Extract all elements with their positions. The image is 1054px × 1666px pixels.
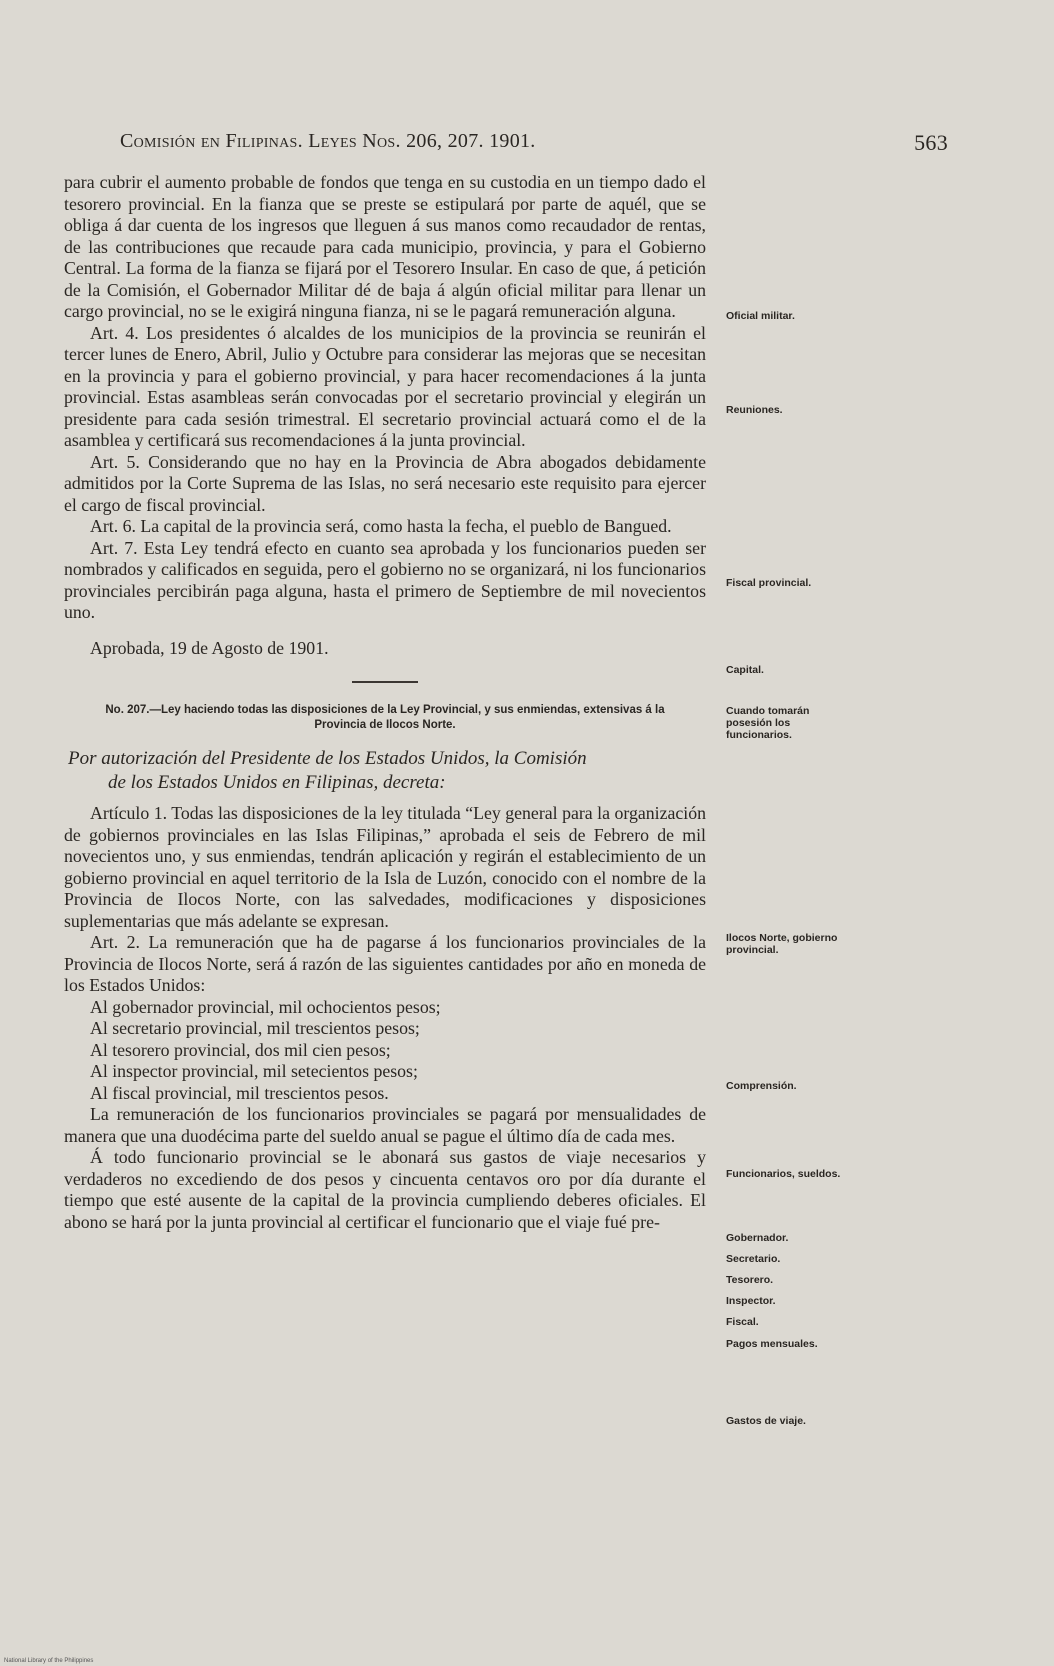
running-title: Comisión en Filipinas. Leyes Nos. 206, 207. 1901. [120, 130, 536, 152]
margin-note: Oficial militar. [726, 310, 795, 322]
list-item: Al gobernador provincial, mil ochocientos pesos; [90, 996, 441, 1017]
library-footer: National Library of the Philippines [4, 1658, 94, 1664]
list-item: Al inspector provincial, mil setecientos pesos; [90, 1061, 418, 1081]
margin-note: Funcionarios, sueldos. [726, 1168, 841, 1180]
list-item: Al tesorero provincial, dos mil cien pesos; [90, 1039, 391, 1060]
law-title: No. 207.—Ley haciendo todas las disposiciones de la Ley Provincial, y sus enmiendas, extensivas á la Provincia de Ilocos Norte. [105, 704, 665, 731]
margin-note: Fiscal. [726, 1316, 759, 1328]
monthly-payments: La remuneración de los funcionarios provinciales se pagará por mensualidades de manera que una duodécima parte del sueldo anual se pague el último día de cada mes. [64, 1104, 706, 1146]
preamble-line-1: Por autorización del Presidente de los Estados Unidos, la Comisión [68, 748, 587, 769]
article-5: Art. 5. Considerando que no hay en la Provincia de Abra abogados debidamente admitidos por la Corte Suprema de las Islas, no será necesario este requisito para ejercer el cargo de fiscal provincial. [64, 451, 706, 515]
article-4: Art. 4. Los presidentes ó alcaldes de los municipios de la provincia se reunirán el tercer lunes de Enero, Abril, Julio y Octubre para considerar las mejoras que se necesitan en la provincia y para el gobierno provincial, y para hacer recomendaciones á la junta provincial. Estas asambleas serán convocadas por el secretario provincial y elegirán un presidente para cada sesión trimestral. El secretario provincial actuará como el de la asamblea y certificará sus recomendaciones á la junta provincial. [64, 322, 706, 450]
preamble-line-2: de los Estados Unidos en Filipinas, decreta: [108, 772, 446, 793]
margin-note: Gastos de viaje. [726, 1415, 806, 1427]
paragraph-bond: para cubrir el aumento probable de fondos que tenga en su custodia en un tiempo dado el tesorero provincial. En la fianza que se preste se estipulará por parte de aquél, que se obliga á dar cuenta de los ingresos que lleguen á sus manos como recaudador de rentas, de las contribuciones que recaude para cada municipio, provincia, y para el Gobierno Central. La forma de la fianza se fijará por el Tesorero Insular. En caso de que, á petición de la Comisión, el Gobernador Militar dé de baja á algún oficial militar para llenar un cargo provincial, no se le exigirá ninguna fianza, ni se le pagará remuneración alguna. [64, 172, 706, 321]
travel-expenses: Á todo funcionario provincial se le abonará sus gastos de viaje necesarios y verdaderos no excediendo de dos pesos y cincuenta centavos oro por día durante el tiempo que esté ausente de la capital de la provincia cumpliendo deberes oficiales. El abono se hará por la junta provincial al certificar el funcionario que el viaje fué pre- [64, 1147, 706, 1232]
main-text [64, 172, 706, 1233]
margin-note: Inspector. [726, 1295, 776, 1307]
article-6: Art. 6. La capital de la provincia será, como hasta la fecha, el pueblo de Bangued. [90, 516, 672, 536]
article-7: Art. 7. Esta Ley tendrá efecto en cuanto sea aprobada y los funcionarios pueden ser nombrados y calificados en seguida, pero el gobierno no se organizará, ni los funcionarios provinciales percibirán paga alguna, hasta el primero de Septiembre de mil novecientos uno. [64, 537, 706, 622]
list-item: Al secretario provincial, mil trescientos pesos; [90, 1018, 420, 1038]
article-2: Art. 2. La remuneración que ha de pagarse á los funcionarios provinciales de la Provincia de Ilocos Norte, será á razón de las siguientes cantidades por año en moneda de los Estados Unidos: [64, 932, 706, 995]
margin-note: Secretario. [726, 1253, 781, 1265]
margin-note: Capital. [726, 664, 764, 676]
margin-note: Reuniones. [726, 404, 783, 416]
margin-note: Tesorero. [726, 1274, 774, 1286]
section-divider [352, 681, 418, 683]
margin-note: Ilocos Norte, gobierno provincial. [726, 932, 838, 956]
margin-note: Gobernador. [726, 1232, 789, 1244]
page-header [120, 130, 948, 160]
list-item: Al fiscal provincial, mil trescientos pesos. [90, 1082, 389, 1103]
approval-date: Aprobada, 19 de Agosto de 1901. [90, 637, 329, 658]
margin-note: Pagos mensuales. [726, 1338, 818, 1350]
margin-note: Comprensión. [726, 1080, 797, 1092]
margin-note: Fiscal provincial. [726, 577, 812, 589]
page-number: 563 [914, 130, 948, 155]
salary-list [64, 997, 706, 1105]
article-1: Artículo 1. Todas las disposiciones de la ley titulada “Ley general para la organización de gobiernos provinciales en las Islas Filipinas,” aprobada el seis de Febrero de mil novecientos uno, y sus enmiendas, tendrán aplicación y regirán el establecimiento de un gobierno provincial en aquel territorio de la Isla de Luzón, conocido con el nombre de la Provincia de Ilocos Norte, con las salvedades, modificaciones y disposiciones suplementarias que más adelante se expresan. [64, 803, 706, 931]
margin-note: Cuando tomarán posesión los funcionarios. [726, 705, 810, 741]
